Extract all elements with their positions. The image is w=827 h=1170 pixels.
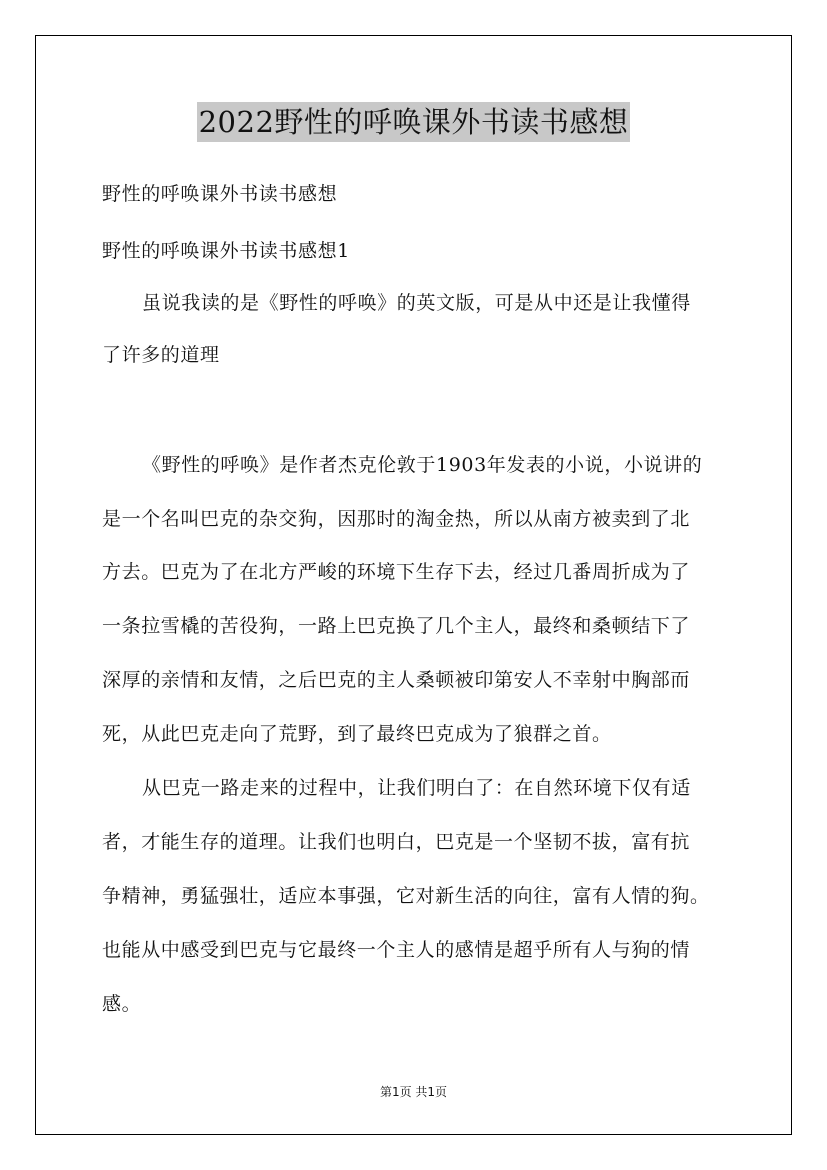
paragraph-2-line-2: 是一个名叫巴克的杂交狗，因那时的淘金热，所以从南方被卖到了北 [102, 508, 691, 530]
title-container [0, 102, 827, 142]
paragraph-1-line-1: 虽说我读的是《野性的呼唤》的英文版，可是从中还是让我懂得 [142, 292, 691, 314]
section-heading: 野性的呼唤课外书读书感想1 [102, 240, 350, 262]
paragraph-1-line-2: 了许多的道理 [102, 344, 220, 366]
paragraph-2-line-3: 方去。巴克为了在北方严峻的环境下生存下去，经过几番周折成为了 [102, 561, 691, 583]
page-footer: 第1页 共1页 [379, 1085, 448, 1099]
paragraph-3-line-5: 感。 [102, 993, 142, 1015]
paragraph-2-line-5: 深厚的亲情和友情，之后巴克的主人桑顿被印第安人不幸射中胸部而 [102, 669, 691, 691]
paragraph-2-line-1: 《野性的呼唤》是作者杰克伦敦于1903年发表的小说，小说讲的 [142, 454, 703, 476]
paragraph-2-line-4: 一条拉雪橇的苦役狗，一路上巴克换了几个主人，最终和桑顿结下了 [102, 615, 691, 637]
paragraph-3-line-1: 从巴克一路走来的过程中，让我们明白了：在自然环境下仅有适 [142, 777, 691, 799]
document-title: 2022野性的呼唤课外书读书感想 [197, 102, 631, 142]
paragraph-3-line-2: 者，才能生存的道理。让我们也明白，巴克是一个坚韧不拔，富有抗 [102, 831, 691, 853]
paragraph-3-line-4: 也能从中感受到巴克与它最终一个主人的感情是超乎所有人与狗的情 [102, 939, 691, 961]
paragraph-2-line-6: 死，从此巴克走向了荒野，到了最终巴克成为了狼群之首。 [102, 723, 612, 745]
paragraph-3-line-3: 争精神，勇猛强壮，适应本事强，它对新生活的向往，富有人情的狗。 [102, 885, 710, 907]
subtitle-line: 野性的呼唤课外书读书感想 [102, 183, 338, 205]
